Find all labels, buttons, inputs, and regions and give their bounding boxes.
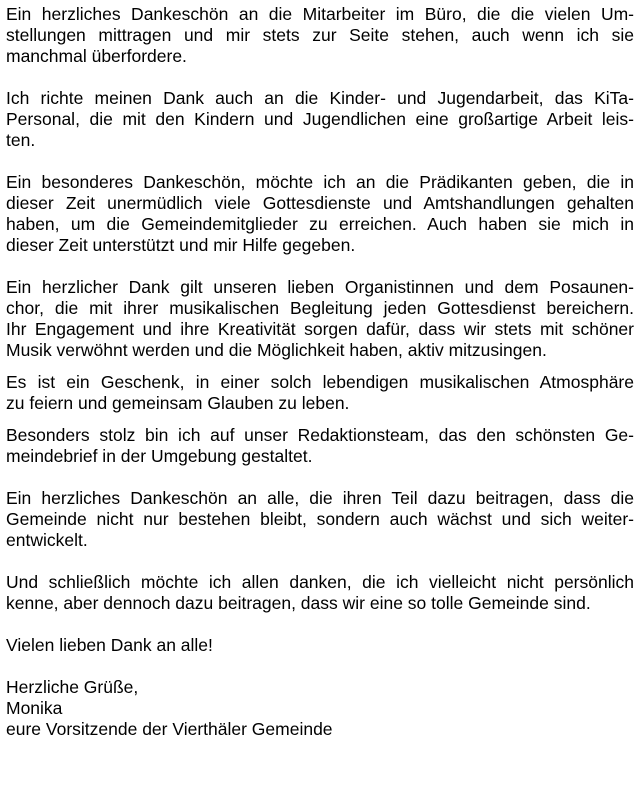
paragraph-office-thanks xyxy=(6,4,634,67)
text-line: haben, um die Gemeindemitglieder zu erreichen. Auch haben sie mich in xyxy=(6,214,634,234)
text-line: stellungen mittragen und mir stets zur Seite stehen, auch wenn ich sie xyxy=(6,25,634,45)
text-line: ten. xyxy=(6,130,36,150)
text-line: Ein herzlicher Dank gilt unseren lieben Organistinnen und dem Posaunen- xyxy=(6,277,634,297)
letter-page xyxy=(6,0,634,740)
text-line: zu feiern und gemeinsam Glauben zu leben. xyxy=(6,393,350,413)
paragraph-all-thanks xyxy=(6,488,634,551)
text-line: Ich richte meinen Dank auch an die Kinder- und Jugendarbeit, das KiTa- xyxy=(6,88,634,108)
paragraph-youth-thanks xyxy=(6,88,634,151)
text-line: kenne, aber dennoch dazu beitragen, dass wir eine so tolle Gemeinde sind. xyxy=(6,593,591,613)
text-line: dieser Zeit unermüdlich viele Gottesdienste und Amtshandlungen gehalten xyxy=(6,193,634,213)
signature-name: Monika xyxy=(6,698,63,718)
signature-role: eure Vorsitzende der Vierthäler Gemeinde xyxy=(6,719,333,739)
text-line: chor, die mit ihrer musikalischen Begleitung jeden Gottesdienst bereichern. xyxy=(6,298,634,318)
text-line: dieser Zeit unterstützt und mir Hilfe gegeben. xyxy=(6,235,356,255)
text-line: Vielen lieben Dank an alle! xyxy=(6,635,213,655)
text-line: Und schließlich möchte ich allen danken, die ich vielleicht nicht persönlich xyxy=(6,572,634,592)
text-line: Ihr Engagement und ihre Kreativität sorgen dafür, dass wir stets mit schöner xyxy=(6,319,634,339)
paragraph-editorial-team xyxy=(6,425,634,467)
text-line: Ein besonderes Dankeschön, möchte ich an die Prädikanten geben, die in xyxy=(6,172,634,192)
text-line: Es ist ein Geschenk, in einer solch lebendigen musikalischen Atmosphäre xyxy=(6,372,634,392)
paragraph-music-thanks xyxy=(6,277,634,361)
text-line: Gemeinde nicht nur bestehen bleibt, sondern auch wächst und sich weiter- xyxy=(6,509,634,529)
paragraph-final-thanks xyxy=(6,572,634,614)
text-line: Musik verwöhnt werden und die Möglichkeit haben, aktiv mitzusingen. xyxy=(6,340,547,360)
paragraph-closing xyxy=(6,635,634,656)
text-line: Ein herzliches Dankeschön an die Mitarbeiter im Büro, die die vielen Um- xyxy=(6,4,634,24)
text-line: Besonders stolz bin ich auf unser Redaktionsteam, das den schönsten Ge- xyxy=(6,425,634,445)
signature-greeting: Herzliche Grüße, xyxy=(6,677,139,697)
text-line: Ein herzliches Dankeschön an alle, die ihren Teil dazu beitragen, dass die xyxy=(6,488,634,508)
text-line: Personal, die mit den Kindern und Jugendlichen eine großartige Arbeit leis- xyxy=(6,109,634,129)
text-line: entwickelt. xyxy=(6,530,88,550)
paragraph-gift xyxy=(6,372,634,414)
paragraph-preachers-thanks xyxy=(6,172,634,256)
text-line: meindebrief in der Umgebung gestaltet. xyxy=(6,446,313,466)
text-line: manchmal überfordere. xyxy=(6,46,187,66)
signature-block xyxy=(6,677,634,740)
